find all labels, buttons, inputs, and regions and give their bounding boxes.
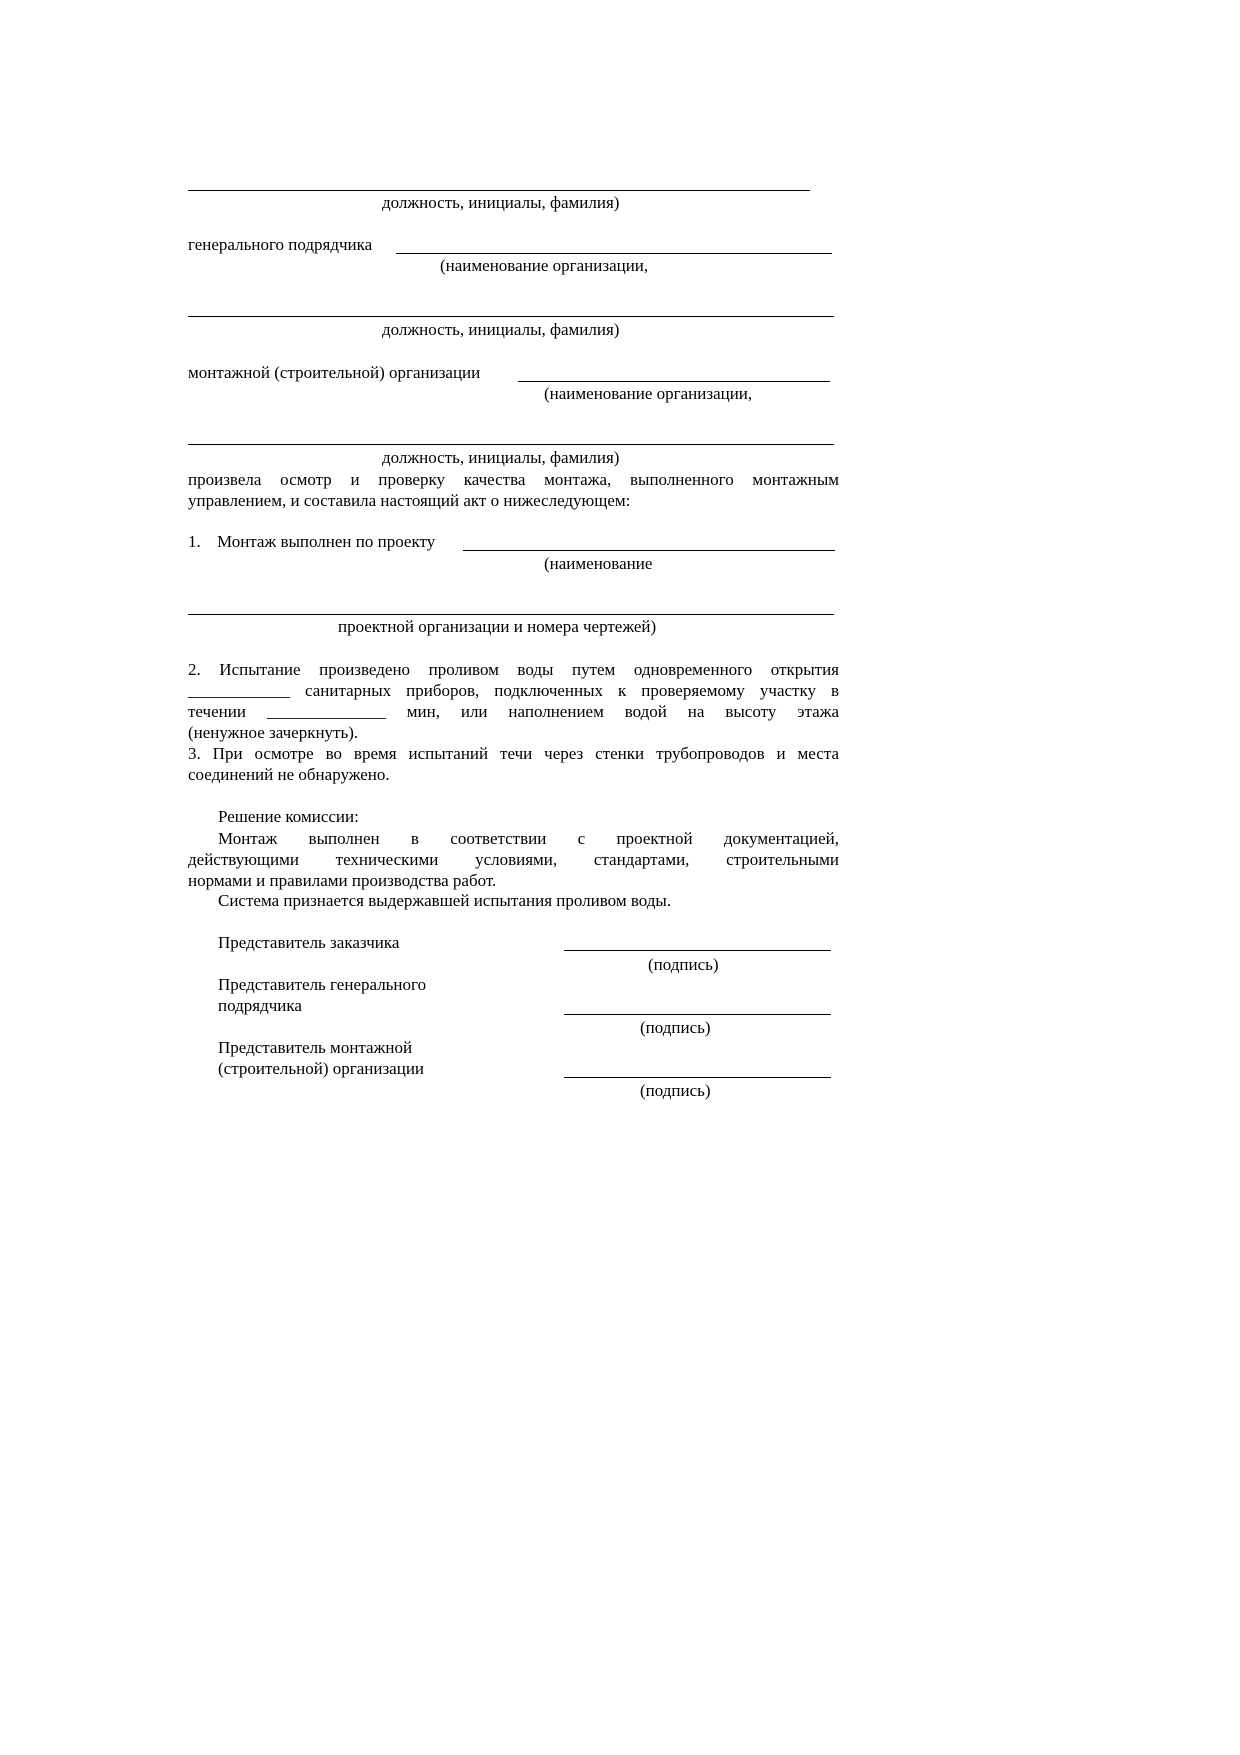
position-caption-1: должность, инициалы, фамилия) (382, 193, 620, 212)
signature-role-customer: Представитель заказчика (218, 933, 400, 952)
org-caption-1: (наименование организации, (440, 256, 649, 275)
item1-number: 1. (188, 532, 201, 551)
position-line-3 (188, 444, 834, 445)
position-line-2 (188, 316, 834, 317)
item2-line-2: ____________ санитарных приборов, подключенных к проверяемому участку в (188, 681, 839, 700)
signature-caption-general-contractor: (подпись) (640, 1018, 711, 1037)
signature-line-general-contractor (564, 1014, 831, 1015)
item2-line-3: течении ______________ мин, или наполнением водой на высоту этажа (188, 702, 839, 721)
item2-paragraph (188, 659, 839, 743)
org-caption-2: (наименование организации, (544, 384, 753, 403)
signature-caption-installation-org: (подпись) (640, 1081, 711, 1100)
item1-caption-2: проектной организации и номера чертежей) (338, 617, 657, 636)
project-org-line (188, 614, 834, 615)
signature-role-general-contractor: Представитель генерального (218, 975, 427, 994)
intro-line-2: управлением, и составила настоящий акт о нижеследующем: (188, 491, 631, 510)
installation-org-label: монтажной (строительной) организации (188, 363, 481, 382)
position-caption-2: должность, инициалы, фамилия) (382, 320, 620, 339)
item1-label: Монтаж выполнен по проекту (217, 532, 436, 551)
general-contractor-label: генерального подрядчика (188, 235, 373, 254)
intro-paragraph (188, 469, 839, 511)
signature-line-customer (564, 950, 831, 951)
position-caption-3: должность, инициалы, фамилия) (382, 448, 620, 467)
signature-line-installation-org (564, 1077, 831, 1078)
signature-caption-customer: (подпись) (648, 955, 719, 974)
item1-caption-1: (наименование (544, 554, 653, 573)
intro-line-1: произвела осмотр и проверку качества монтажа, выполненного монтажным (188, 470, 839, 489)
item3-line-1: 3. При осмотре во время испытаний течи через стенки трубопроводов и места (188, 744, 839, 763)
decision-paragraph (188, 828, 839, 891)
item3-paragraph (188, 743, 839, 785)
installation-org-line (518, 381, 830, 382)
decision-conclusion: Система признается выдержавшей испытания проливом воды. (218, 891, 672, 910)
signature-role-installation-org: Представитель монтажной (218, 1038, 413, 1057)
project-line (463, 550, 835, 551)
signature-role-general-contractor-line2: подрядчика (218, 996, 302, 1015)
item2-line-1: 2. Испытание произведено проливом воды путем одновременного открытия (188, 660, 839, 679)
signature-role-installation-org-line2: (строительной) организации (218, 1059, 425, 1078)
decision-line-1: Монтаж выполнен в соответствии с проектной документацией, (218, 829, 839, 848)
decision-heading: Решение комиссии: (218, 807, 359, 826)
general-contractor-org-line (396, 253, 832, 254)
decision-line-2: действующими техническими условиями, стандартами, строительными (188, 850, 839, 869)
item2-line-4: (ненужное зачеркнуть). (188, 723, 359, 742)
item3-line-2: соединений не обнаружено. (188, 765, 390, 784)
position-line-1 (188, 190, 810, 191)
decision-line-3: нормами и правилами производства работ. (188, 871, 497, 890)
